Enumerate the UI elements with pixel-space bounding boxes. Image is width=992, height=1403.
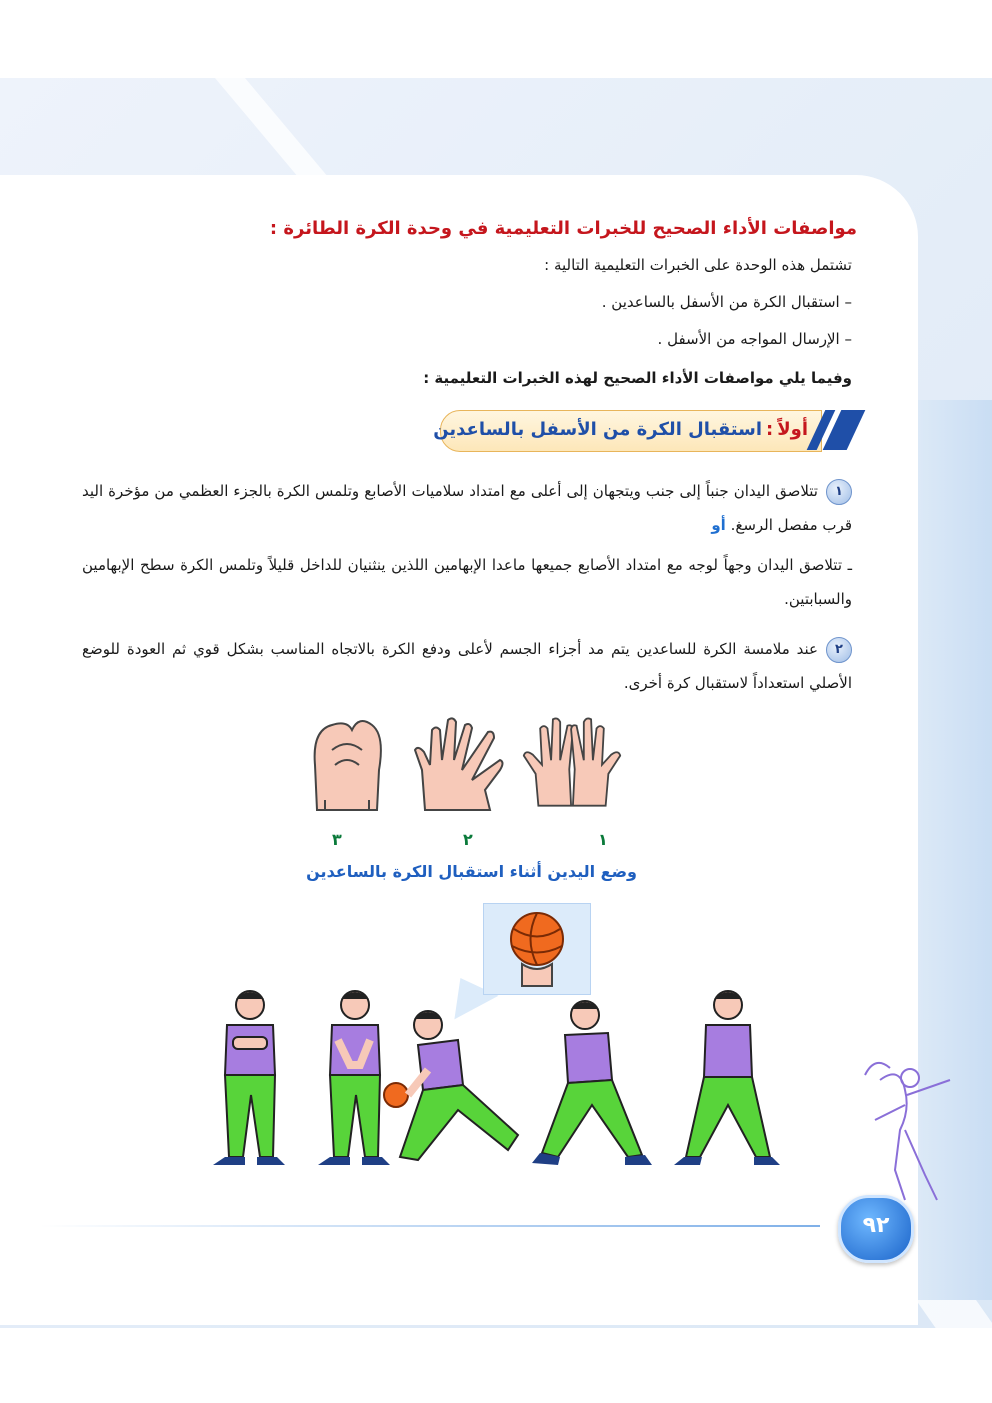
step-number-badge: ٢ [826, 637, 852, 663]
or-word: أو [711, 516, 726, 534]
footer-divider [40, 1225, 820, 1227]
step-1-alt [82, 548, 852, 616]
section-ordinal: أولاً [777, 419, 808, 440]
player-figure [670, 985, 790, 1170]
page-title: مواصفات الأداء الصحيح للخبرات التعليمية في وحدة الكرة الطائرة : [269, 218, 857, 239]
volleyball-icon [484, 904, 590, 994]
experience-item-1: – استقبال الكرة من الأسفل بالساعدين . [601, 293, 852, 311]
hands-palms-up-icon [522, 710, 622, 815]
section-colon: : [766, 419, 774, 440]
step-1 [82, 474, 852, 542]
step-text: ـ تتلاصق اليدان وجهاً لوجه مع امتداد الأصابع جميعها ماعدا الإبهامين اللذين ينثنيان للداخل قليلاً وتلمس الكرة سطح الإبهامين والسبابتين. [82, 556, 852, 608]
hands-clasped-icon [297, 710, 397, 815]
section-banner [433, 410, 856, 450]
section-heading [433, 419, 808, 440]
page-number-badge [838, 1195, 914, 1263]
hands-caption: وضع اليدين أثناء استقبال الكرة بالساعدين [306, 862, 637, 881]
zoom-callout [483, 903, 591, 995]
section-heading-text: استقبال الكرة من الأسفل بالساعدين [433, 419, 763, 440]
step-number-badge: ١ [826, 479, 852, 505]
step-2 [82, 632, 852, 700]
player-figure [205, 985, 315, 1170]
intro-text: تشتمل هذه الوحدة على الخبرات التعليمية التالية : [544, 256, 852, 274]
player-figure [378, 985, 528, 1170]
hand-position-label: ٣ [332, 830, 342, 849]
page-number: ٩٢ [862, 1213, 890, 1238]
hands-crossed-icon [410, 710, 510, 815]
hand-position-label: ١ [598, 830, 608, 849]
player-figure [530, 985, 660, 1170]
step-text: عند ملامسة الكرة للساعدين يتم مد أجزاء الجسم لأعلى ودفع الكرة بالاتجاه المناسب بشكل قوي ثم العودة للوضع الأصلي استعداداً لاستقبال كرة أخرى. [82, 640, 852, 692]
experience-item-2: – الإرسال المواجه من الأسفل . [657, 330, 852, 348]
volleyball-player-sketch-icon [855, 1050, 965, 1205]
lead-in-text: وفيما يلي مواصفات الأداء الصحيح لهذه الخبرات التعليمية : [423, 369, 852, 387]
step-text: تتلاصق اليدان جنباً إلى جنب ويتجهان إلى أعلى مع امتداد سلاميات الأصابع وتلمس الكرة بالجزء العظمي من مؤخرة اليد قرب مفصل الرسغ. [82, 482, 852, 534]
hand-position-label: ٢ [463, 830, 473, 849]
